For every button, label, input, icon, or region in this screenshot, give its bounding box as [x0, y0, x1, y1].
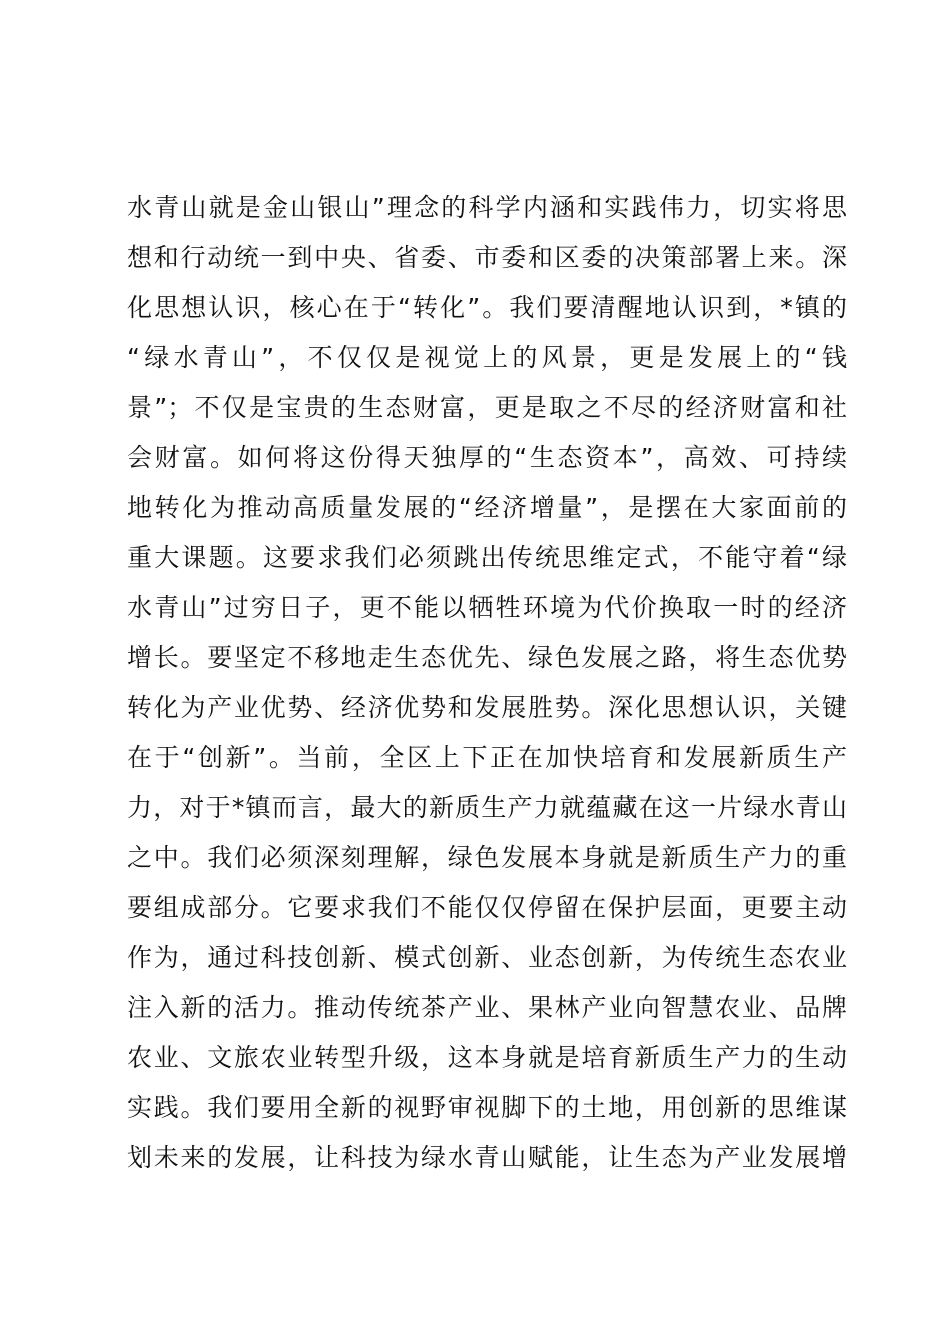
text-line: 重大课题。这要求我们必须跳出传统思维定式，不能守着“绿	[127, 543, 847, 572]
text-line: 作为，通过科技创新、模式创新、业态创新，为传统生态农业	[127, 943, 847, 972]
body-text	[127, 183, 847, 1183]
text-line: 实践。我们要用全新的视野审视脚下的土地，用创新的思维谋	[127, 1093, 847, 1122]
text-line: 景”；不仅是宝贵的生态财富，更是取之不尽的经济财富和社	[127, 393, 847, 422]
text-line: 增长。要坚定不移地走生态优先、绿色发展之路，将生态优势	[127, 643, 847, 672]
text-line: 地转化为推动高质量发展的“经济增量”，是摆在大家面前的	[127, 493, 847, 522]
text-line: 力，对于*镇而言，最大的新质生产力就蕴藏在这一片绿水青山	[127, 793, 847, 822]
text-line: 要组成部分。它要求我们不能仅仅停留在保护层面，更要主动	[127, 893, 847, 922]
text-line: 转化为产业优势、经济优势和发展胜势。深化思想认识，关键	[127, 693, 847, 722]
text-line: 化思想认识，核心在于“转化”。我们要清醒地认识到，*镇的	[127, 293, 847, 322]
text-line: 会财富。如何将这份得天独厚的“生态资本”，高效、可持续	[127, 443, 847, 472]
text-line: “绿水青山”，不仅仅是视觉上的风景，更是发展上的“钱	[127, 343, 847, 372]
text-line: 想和行动统一到中央、省委、市委和区委的决策部署上来。深	[127, 243, 847, 272]
text-line: 水青山就是金山银山”理念的科学内涵和实践伟力，切实将思	[127, 193, 847, 222]
text-line: 在于“创新”。当前，全区上下正在加快培育和发展新质生产	[127, 743, 847, 772]
text-line: 注入新的活力。推动传统茶产业、果林产业向智慧农业、品牌	[127, 993, 847, 1022]
text-line: 农业、文旅农业转型升级，这本身就是培育新质生产力的生动	[127, 1043, 847, 1072]
text-line: 划未来的发展，让科技为绿水青山赋能，让生态为产业发展增	[127, 1143, 847, 1172]
text-line: 水青山”过穷日子，更不能以牺牲环境为代价换取一时的经济	[127, 593, 847, 622]
text-line: 之中。我们必须深刻理解，绿色发展本身就是新质生产力的重	[127, 843, 847, 872]
